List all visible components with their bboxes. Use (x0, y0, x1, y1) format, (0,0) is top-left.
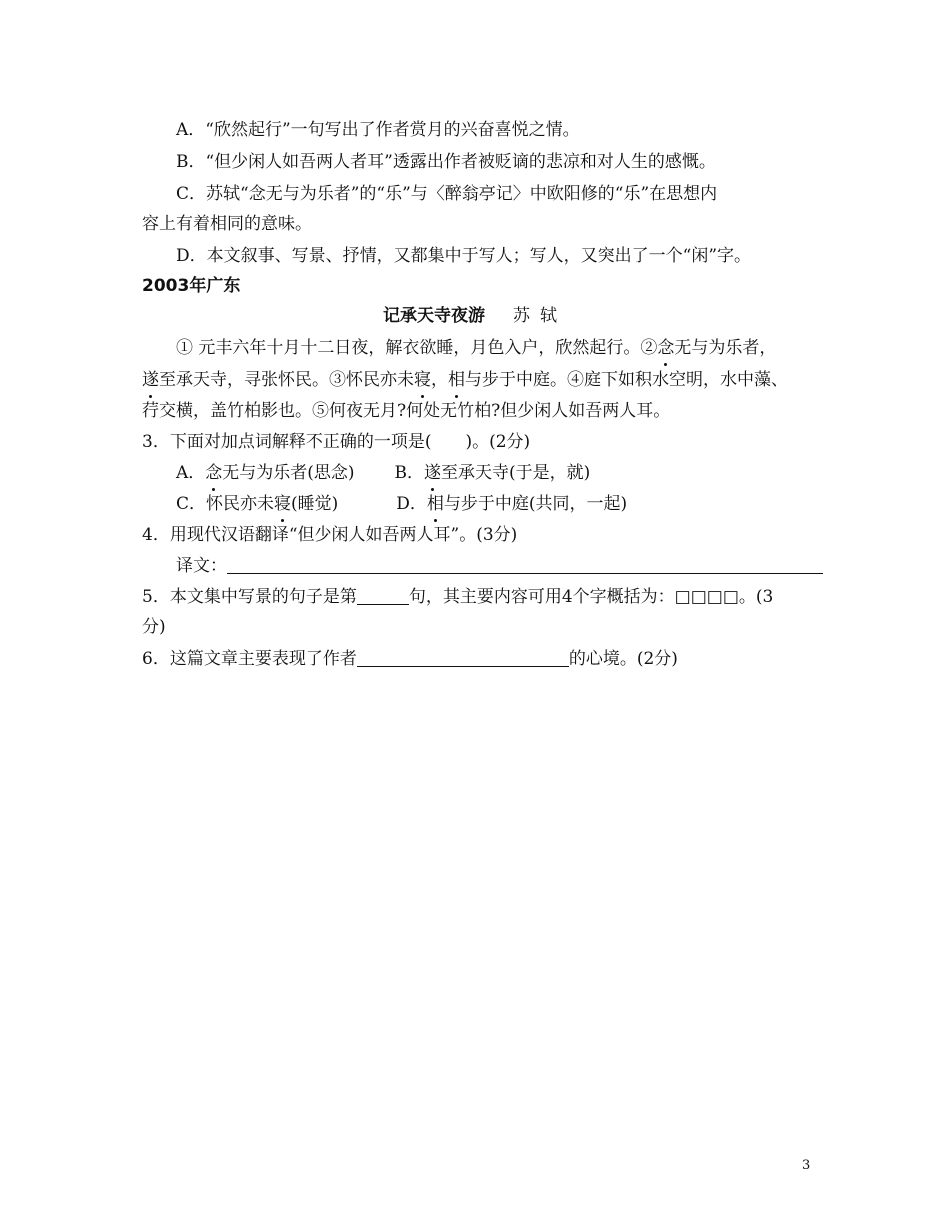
passage-text: 与步于中庭。④庭下如积水空明，水中藻、 (465, 370, 788, 390)
question-text: 句，其主要内容可用4个字概括为：□□□□。(3 (408, 587, 774, 607)
question-3-options-ab (176, 460, 590, 486)
answer-blank[interactable] (357, 648, 569, 667)
dotted-char: 寝 (414, 367, 431, 393)
option-a (176, 463, 355, 483)
option-c-prev: C．苏轼“念无与为乐者”的“乐”与〈醉翁亭记〉中欧阳修的“乐”在思想内 (176, 184, 718, 204)
dotted-char: 遂 (424, 460, 441, 486)
option-label: C．怀民亦未 (176, 494, 275, 514)
passage-line-1 (176, 335, 776, 361)
passage-line-3: 荇交横，盖竹柏影也。⑤何夜无月?何处无竹柏?但少闲人如吾两人耳。 (142, 401, 671, 421)
question-text: 5．本文集中写景的句子是第 (142, 587, 357, 607)
option-c-prev-cont: 容上有着相同的意味。 (142, 214, 312, 234)
dotted-char: 念 (657, 335, 674, 361)
answer-blank[interactable] (227, 555, 823, 574)
passage-text: ， (431, 370, 448, 390)
page-number: 3 (802, 1158, 811, 1173)
passage-author: 苏轼 (513, 306, 567, 326)
passage-line-2 (142, 367, 788, 393)
option-a-prev: A．“欣然起行”一句写出了作者赏月的兴奋喜悦之情。 (176, 120, 580, 140)
option-d-prev: D．本文叙事、写景、抒情，又都集中于写人；写人，又突出了一个“闲”字。 (176, 246, 752, 266)
dotted-char: 相 (448, 367, 465, 393)
question-4-stem: 4．用现代汉语翻译“但少闲人如吾两人耳”。(3分) (142, 525, 518, 545)
dotted-char: 念 (205, 460, 222, 486)
answer-label: 译文： (176, 556, 227, 576)
option-label: B． (394, 463, 425, 483)
passage-title: 记承天寺夜游 (383, 306, 485, 326)
answer-blank[interactable] (357, 586, 409, 605)
question-3-options-cd (176, 491, 627, 517)
question-5-stem (142, 584, 773, 610)
option-label: D． (396, 494, 427, 514)
option-text: 无与为乐者(思念) (222, 463, 355, 483)
question-text: 6．这篇文章主要表现了作者 (142, 649, 357, 669)
question-5-cont: 分) (142, 617, 166, 637)
section-heading: 2003年广东 (142, 276, 241, 296)
dotted-char: 寝 (274, 491, 291, 517)
option-label: A． (176, 463, 206, 483)
passage-title-line (0, 303, 950, 329)
option-text: (睡觉) (291, 494, 339, 514)
option-text: 与步于中庭(共同，一起) (443, 494, 628, 514)
passage-text: ① 元丰六年十月十二日夜，解衣欲睡，月色入户，欣然起行。② (176, 338, 658, 358)
option-text: 至承天寺(于是，就) (441, 463, 591, 483)
question-3-stem: 3．下面对加点词解释不正确的一项是( )。(2分) (142, 432, 531, 452)
option-c (176, 494, 338, 514)
dotted-char: 遂 (142, 367, 159, 393)
option-b-prev: B．“但少闲人如吾两人者耳”透露出作者被贬谪的悲凉和对人生的感慨。 (176, 152, 716, 172)
option-d (396, 494, 627, 514)
question-6-stem (142, 646, 678, 672)
passage-text: 无与为乐者， (674, 338, 777, 358)
question-text: 的心境。(2分) (568, 649, 678, 669)
dotted-char: 相 (427, 491, 444, 517)
question-4-answer (176, 553, 823, 579)
passage-text: 至承天寺，寻张怀民。③怀民亦未 (159, 370, 414, 390)
option-b (395, 463, 591, 483)
